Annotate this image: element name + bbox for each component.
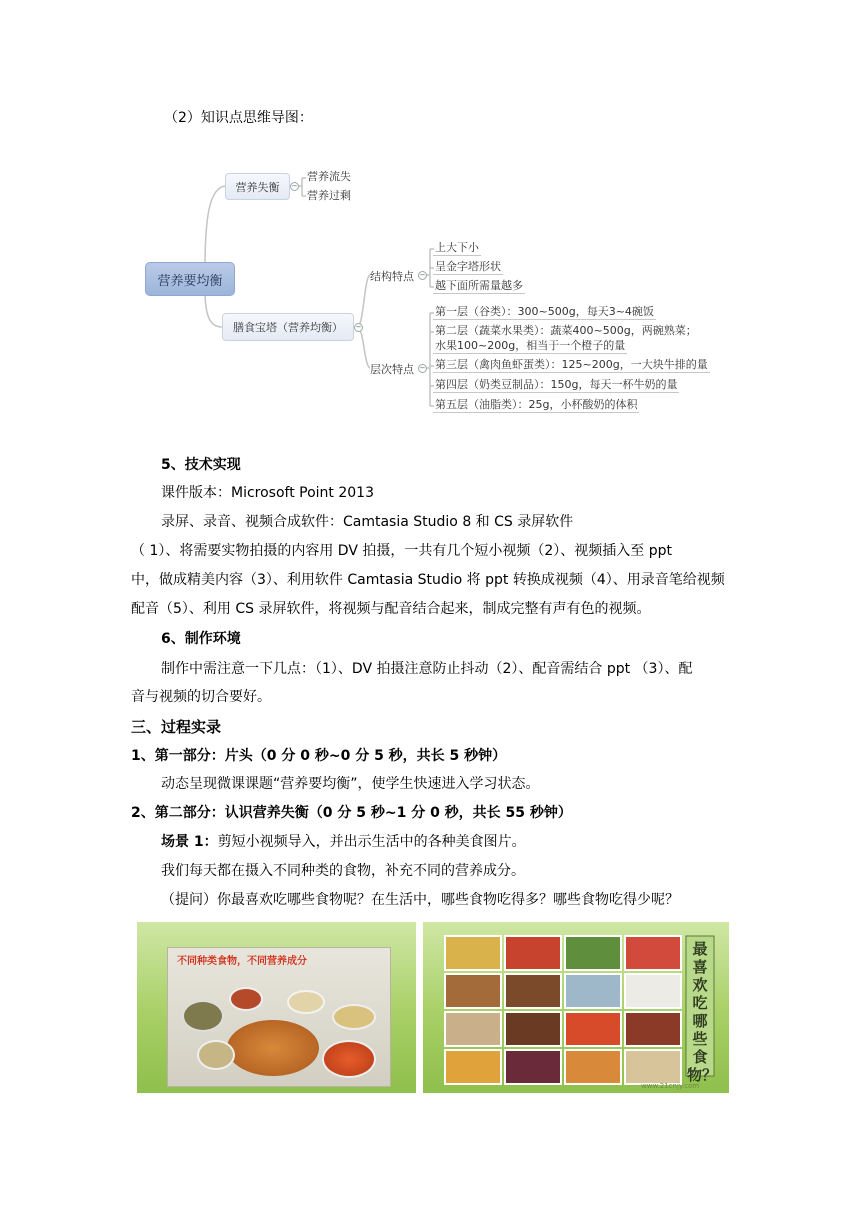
mindmap-leaf: 越下面所需量越多	[435, 279, 523, 292]
paragraph-line: 制作中需注意一下几点：（1）、DV 拍摄注意防止抖动（2）、配音需结合 ppt （3）、配	[161, 661, 693, 677]
paragraph-line: 课件版本：Microsoft Point 2013	[161, 485, 375, 501]
mind-map-connectors	[0, 0, 860, 440]
paragraph-line: 中，做成精美内容（3）、利用软件 Camtasia Studio 将 ppt 转换成视频（4）、用录音笔给视频	[131, 572, 725, 588]
mindmap-leaf: 第四层（奶类豆制品）：150g，每天一杯牛奶的量	[435, 378, 678, 391]
mindmap-leaf: 第三层（禽肉鱼虾蛋类）：125~200g，一大块牛排的量	[435, 358, 708, 371]
section-heading: 6、制作环境	[161, 631, 241, 647]
mind-map	[0, 0, 860, 440]
collapse-icon: −	[355, 323, 362, 331]
subsection-heading: 1、第一部分：片头（0 分 0 秒~0 分 5 秒，共长 5 秒钟）	[131, 748, 507, 764]
mindmap-node-levels: 层次特点	[370, 363, 414, 376]
mindmap-leaf: 营养过剩	[307, 189, 351, 202]
mindmap-leaf: 水果100~200g，相当于一个橙子的量	[435, 339, 626, 352]
mindmap-node-structure: 结构特点	[370, 270, 414, 283]
scene-label: 场景 1：	[161, 834, 218, 850]
scene-line	[161, 832, 526, 852]
image-watermark: www.21cnjy.com	[641, 1082, 700, 1090]
paragraph-line: 录屏、录音、视频合成软件：Camtasia Studio 8 和 CS 录屏软件	[161, 514, 574, 530]
paragraph-line: （ 1）、将需要实物拍摄的内容用 DV 拍摄，一共有几个短小视频（2）、视频插入至 ppt	[131, 543, 672, 559]
paragraph-line: 我们每天都在摄入不同种类的食物，补充不同的营养成分。	[161, 863, 525, 879]
subsection-heading: 2、第二部分：认识营养失衡（0 分 5 秒~1 分 0 秒，共长 55 秒钟）	[131, 805, 572, 821]
mindmap-node-food-pyramid: 膳食宝塔（营养均衡）	[222, 313, 354, 341]
food-grid	[423, 922, 729, 1093]
collapse-icon: −	[291, 182, 298, 190]
image-caption: 不同种类食物，不同营养成分	[177, 956, 307, 967]
mindmap-root: 营养要均衡	[145, 262, 235, 296]
mindmap-leaf: 营养流失	[307, 170, 351, 183]
paragraph-line: （提问）你最喜欢吃哪些食物呢？在生活中，哪些食物吃得多？哪些食物吃得少呢？	[161, 892, 679, 908]
mindmap-leaf: 上大下小	[435, 241, 479, 254]
mindmap-node-imbalance: 营养失衡	[225, 173, 290, 200]
paragraph-line: 动态呈现微课课题“营养要均衡”，使学生快速进入学习状态。	[161, 776, 540, 792]
collapse-icon: −	[419, 271, 426, 279]
favorite-foods-image	[423, 922, 729, 1093]
part-heading: 三、过程实录	[131, 718, 222, 736]
section-heading: 5、技术实现	[161, 457, 241, 473]
mindmap-heading: （2）知识点思维导图：	[164, 110, 313, 126]
paragraph-line: 配音（5）、利用 CS 录屏软件，将视频与配音结合起来，制成完整有声有色的视频。	[131, 601, 651, 617]
paragraph-line: 音与视频的切合要好。	[131, 689, 271, 705]
collapse-icon: −	[419, 364, 426, 372]
mindmap-leaf: 第二层（蔬菜水果类）：蔬菜400~500g，两碗熟菜；	[435, 324, 697, 337]
mindmap-leaf: 第一层（谷类）：300~500g，每天3~4碗饭	[435, 305, 654, 318]
image-caption: 最喜欢吃哪些食物？	[687, 940, 718, 1084]
scene-text: 剪短小视频导入，并出示生活中的各种美食图片。	[217, 834, 526, 850]
mindmap-leaf: 呈金字塔形状	[435, 260, 501, 273]
mindmap-leaf: 第五层（油脂类）：25g，小杯酸奶的体积	[435, 398, 638, 411]
food-table-image	[137, 922, 416, 1093]
